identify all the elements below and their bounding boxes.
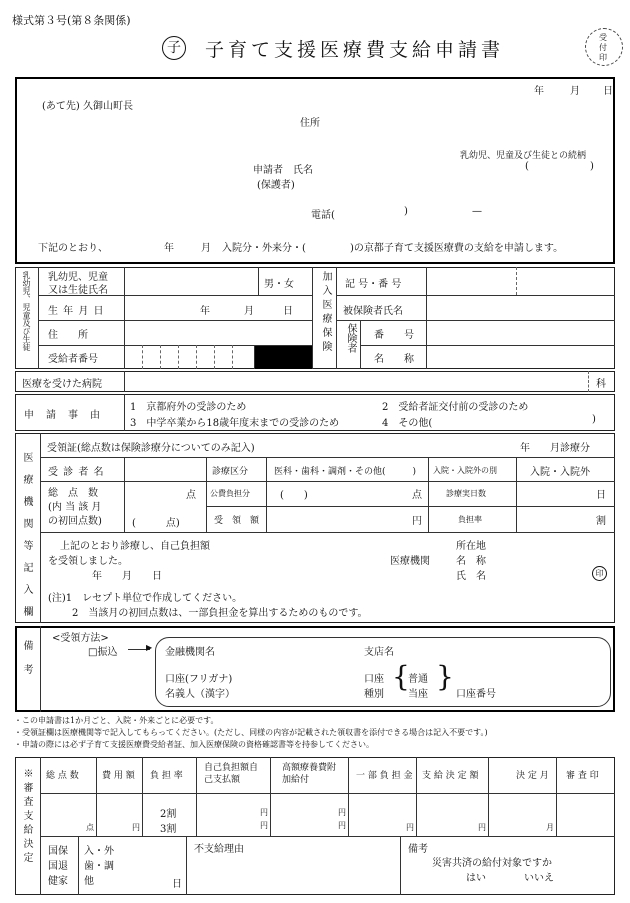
total-points-label: 総 点 数 (48, 488, 98, 499)
recipient-number-blackout (254, 346, 312, 369)
seal-mark: 印 (592, 566, 607, 581)
review-header-copay: 一 部 負 担 金 (356, 771, 413, 781)
form-number: 様式第３号(第８条関係) (12, 14, 131, 27)
brace-icon: { (392, 660, 410, 693)
note-1: (注)1 レセプト単位で作成してください。 (48, 593, 243, 604)
date-month: 月 (570, 86, 580, 97)
reception-stamp: 受 付 印 (585, 28, 623, 66)
account-type-ordinary[interactable]: 普通 (408, 674, 428, 685)
notice-3: ・申請の際には必ず子育て支援医療費受給者証、加入医療保険の資格確認書等を持参してください。 (14, 740, 374, 749)
date-day: 日 (603, 86, 613, 97)
disaster-question: 災害共済の給付対象ですか (432, 858, 552, 869)
account-type-current[interactable]: 当座 (408, 689, 428, 700)
review-header-decision: 支 給 決 定 額 (422, 771, 479, 781)
transfer-checkbox[interactable]: □振込 (88, 647, 118, 658)
review-header-cost: 費 用 額 (102, 771, 135, 781)
kind-kokutai: 国退 (48, 861, 68, 872)
patient-label: 受 診 者 名 (48, 467, 105, 478)
answer-no[interactable]: いいえ (524, 873, 554, 884)
department-label: 科 (596, 379, 606, 390)
account-type-label: 口座 (364, 674, 384, 685)
child-address-label: 住 所 (48, 330, 88, 341)
burden-rate-label: 負担率 (458, 515, 482, 524)
received-amount-label: 受 領 額 (214, 516, 260, 526)
review-header-rate: 負 担 率 (150, 771, 183, 781)
inout-label: 入院・入院外の別 (433, 466, 497, 475)
applicant-name-label: 申請者 氏名 (253, 165, 313, 176)
rate-2: 2割 (160, 809, 177, 820)
hospital-label: 医療を受けた病院 (22, 379, 102, 390)
institution-address-label: 所在地 (456, 541, 486, 552)
kind-kokuho: 国保 (48, 846, 68, 857)
reason-option-2[interactable]: 2 受給者証交付前の受診のため (382, 402, 529, 413)
confirmation-text: 上記のとおり診療し、自己負担額 (60, 541, 210, 552)
remarks-label: 備考 (21, 640, 32, 688)
public-burden-label: 公費負担分 (210, 489, 250, 498)
child-section-label: 乳幼児、児童及び生徒 (22, 271, 31, 351)
reason-option-4[interactable]: 4 その他( (382, 418, 433, 429)
doctor-name-label: 氏 名 (456, 571, 486, 582)
institution-name-label: 名 称 (456, 556, 486, 567)
review-header-selfpay: 自己負担額自己支払額 (204, 763, 259, 785)
rate-3: 3割 (160, 824, 177, 835)
days-label: 診療実日数 (446, 489, 486, 498)
recipient-number-label: 受給者番号 (48, 354, 98, 365)
addressee: (あて先) 久御山町長 (42, 101, 133, 112)
insurance-section-label: 加入医療保険 (320, 271, 331, 355)
guardian-label: (保護者) (257, 180, 295, 191)
account-number-label: 口座番号 (456, 689, 496, 700)
insured-name-label: 被保険者氏名 (343, 306, 403, 317)
account-holder-kana-label: 口座(フリガナ) (165, 674, 233, 685)
notice-2: ・受領証欄は医療機関等で記入してもらってください。(ただし、同様の内容が記載された領収書を添付できる場合は記入不要です。) (14, 728, 488, 737)
review-header-month: 決 定 月 (516, 771, 549, 781)
account-holder-kanji-label: 名義人（漢字） (165, 689, 235, 700)
insurer-label: 保険者 (345, 323, 356, 353)
date-year: 年 (534, 86, 544, 97)
title-mark: 子 (162, 36, 186, 60)
medical-section-label: 医療機関等記入欄 (21, 452, 32, 628)
treatment-month: 年 月診療分 (520, 443, 590, 454)
page-title: 子育て支援医療費支給申請書 (205, 39, 505, 61)
brace-close-icon: } (436, 660, 454, 693)
confirmation-date: 年 月 日 (92, 571, 162, 582)
kind-kenka: 健家 (48, 876, 68, 887)
child-name-label: 乳幼児、児童 (48, 272, 108, 283)
hospital-row (15, 371, 615, 392)
category-options[interactable]: 医科・歯科・調剤・その他( ) (274, 467, 417, 477)
arrow-right-icon: ▶ (146, 643, 153, 652)
insurer-name-label: 名 称 (374, 354, 414, 365)
insurer-number-label: 番 号 (374, 330, 414, 341)
insurance-symbol-label: 記 号・番 号 (345, 279, 402, 290)
reason-label: 申 請 事 由 (24, 410, 101, 421)
institution-label: 医療機関 (390, 556, 430, 567)
category-label: 診療区分 (212, 467, 249, 477)
review-remarks-label: 備考 (408, 844, 428, 855)
review-header-seal: 審 査 印 (566, 771, 599, 781)
answer-yes[interactable]: はい (466, 873, 486, 884)
reason-option-3[interactable]: 3 中学卒業から18歳年度末までの受診のため (130, 418, 340, 429)
statement: 下記のとおり、 (38, 243, 108, 254)
branch-name-label: 支店名 (364, 647, 394, 658)
review-header-total: 総 点 数 (46, 771, 79, 781)
notice-1: ・この申請書は1か月ごと、入院・外来ごとに必要です。 (14, 716, 219, 725)
note-2: 2 当該月の初回点数は、一部負担金を算出するためのものです。 (72, 608, 368, 619)
relationship-label: 乳幼児、児童及び生徒との続柄 (460, 151, 587, 161)
birth-label: 生 年 月 日 (48, 306, 105, 317)
phone-label: 電話( (311, 210, 335, 221)
gender-select[interactable]: 男・女 (264, 279, 294, 290)
nonpayment-reason-label: 不支給理由 (194, 844, 244, 855)
receipt-method-label: <受領方法> (52, 633, 109, 644)
reason-option-1[interactable]: 1 京都府外の受診のため (130, 402, 247, 413)
bank-name-label: 金融機関名 (165, 647, 215, 658)
review-header-highcost: 高額療養費附加給付 (282, 763, 337, 785)
review-section-label: ※審査支給決定 (21, 768, 32, 866)
receipt-note: 受領証(総点数は保険診療分についてのみ記入) (47, 443, 255, 454)
applicant-address-label: 住所 (300, 118, 320, 129)
initial-points: ( 点) (132, 518, 180, 529)
inout-options[interactable]: 入院・入院外 (530, 467, 590, 478)
